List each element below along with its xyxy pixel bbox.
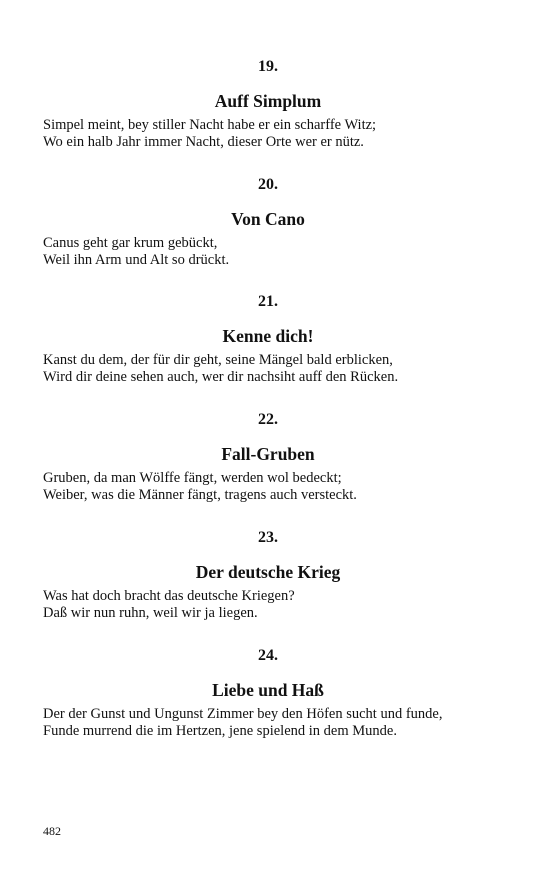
epigram-title: Liebe und Haß [212,680,324,700]
epigram-number: 21. [258,293,278,310]
verse-line: Was hat doch bracht das deutsche Kriegen? [43,588,295,604]
epigram-20 [43,176,493,269]
epigram-text [43,470,493,504]
epigram-text [43,117,493,151]
verse-line: Kanst du dem, der für dir geht, seine Mängel bald erblicken, [43,352,393,368]
epigram-text [43,706,493,740]
epigram-text [43,235,493,269]
verse-line: Wo ein halb Jahr immer Nacht, dieser Orte wer er nütz. [43,134,364,150]
epigram-title: Auff Simplum [214,91,322,111]
verse-line: Weiber, was die Männer fängt, tragens auch versteckt. [43,487,357,503]
epigram-title: Fall-Gruben [221,444,315,464]
epigram-number: 22. [258,411,278,428]
verse-line: Wird dir deine sehen auch, wer dir nachsiht auff den Rücken. [43,369,399,385]
epigram-number: 19. [258,58,278,75]
epigram-21 [43,293,493,386]
epigram-19 [43,58,493,151]
epigram-number: 23. [258,529,278,546]
epigram-number: 20. [258,176,278,193]
book-page [43,0,493,880]
epigram-24 [43,647,493,740]
epigram-22 [43,411,493,504]
epigram-text [43,588,493,622]
epigram-number: 24. [258,647,278,664]
epigram-title: Von Cano [231,209,305,229]
epigram-title: Kenne dich! [222,326,314,346]
epigram-text [43,352,493,386]
epigram-23 [43,529,493,622]
verse-line: Simpel meint, bey stiller Nacht habe er ein scharffe Witz; [43,117,377,133]
verse-line: Daß wir nun ruhn, weil wir ja liegen. [43,605,258,621]
verse-line: Funde murrend die im Hertzen, jene spielend in dem Munde. [43,723,397,739]
epigram-title: Der deutsche Krieg [195,562,341,582]
verse-line: Gruben, da man Wölffe fängt, werden wol bedeckt; [43,470,342,486]
page-number: 482 [43,824,61,838]
verse-line: Der der Gunst und Ungunst Zimmer bey den Höfen sucht und funde, [43,706,443,722]
verse-line: Canus geht gar krum gebückt, [43,235,218,251]
verse-line: Weil ihn Arm und Alt so drückt. [43,252,230,268]
